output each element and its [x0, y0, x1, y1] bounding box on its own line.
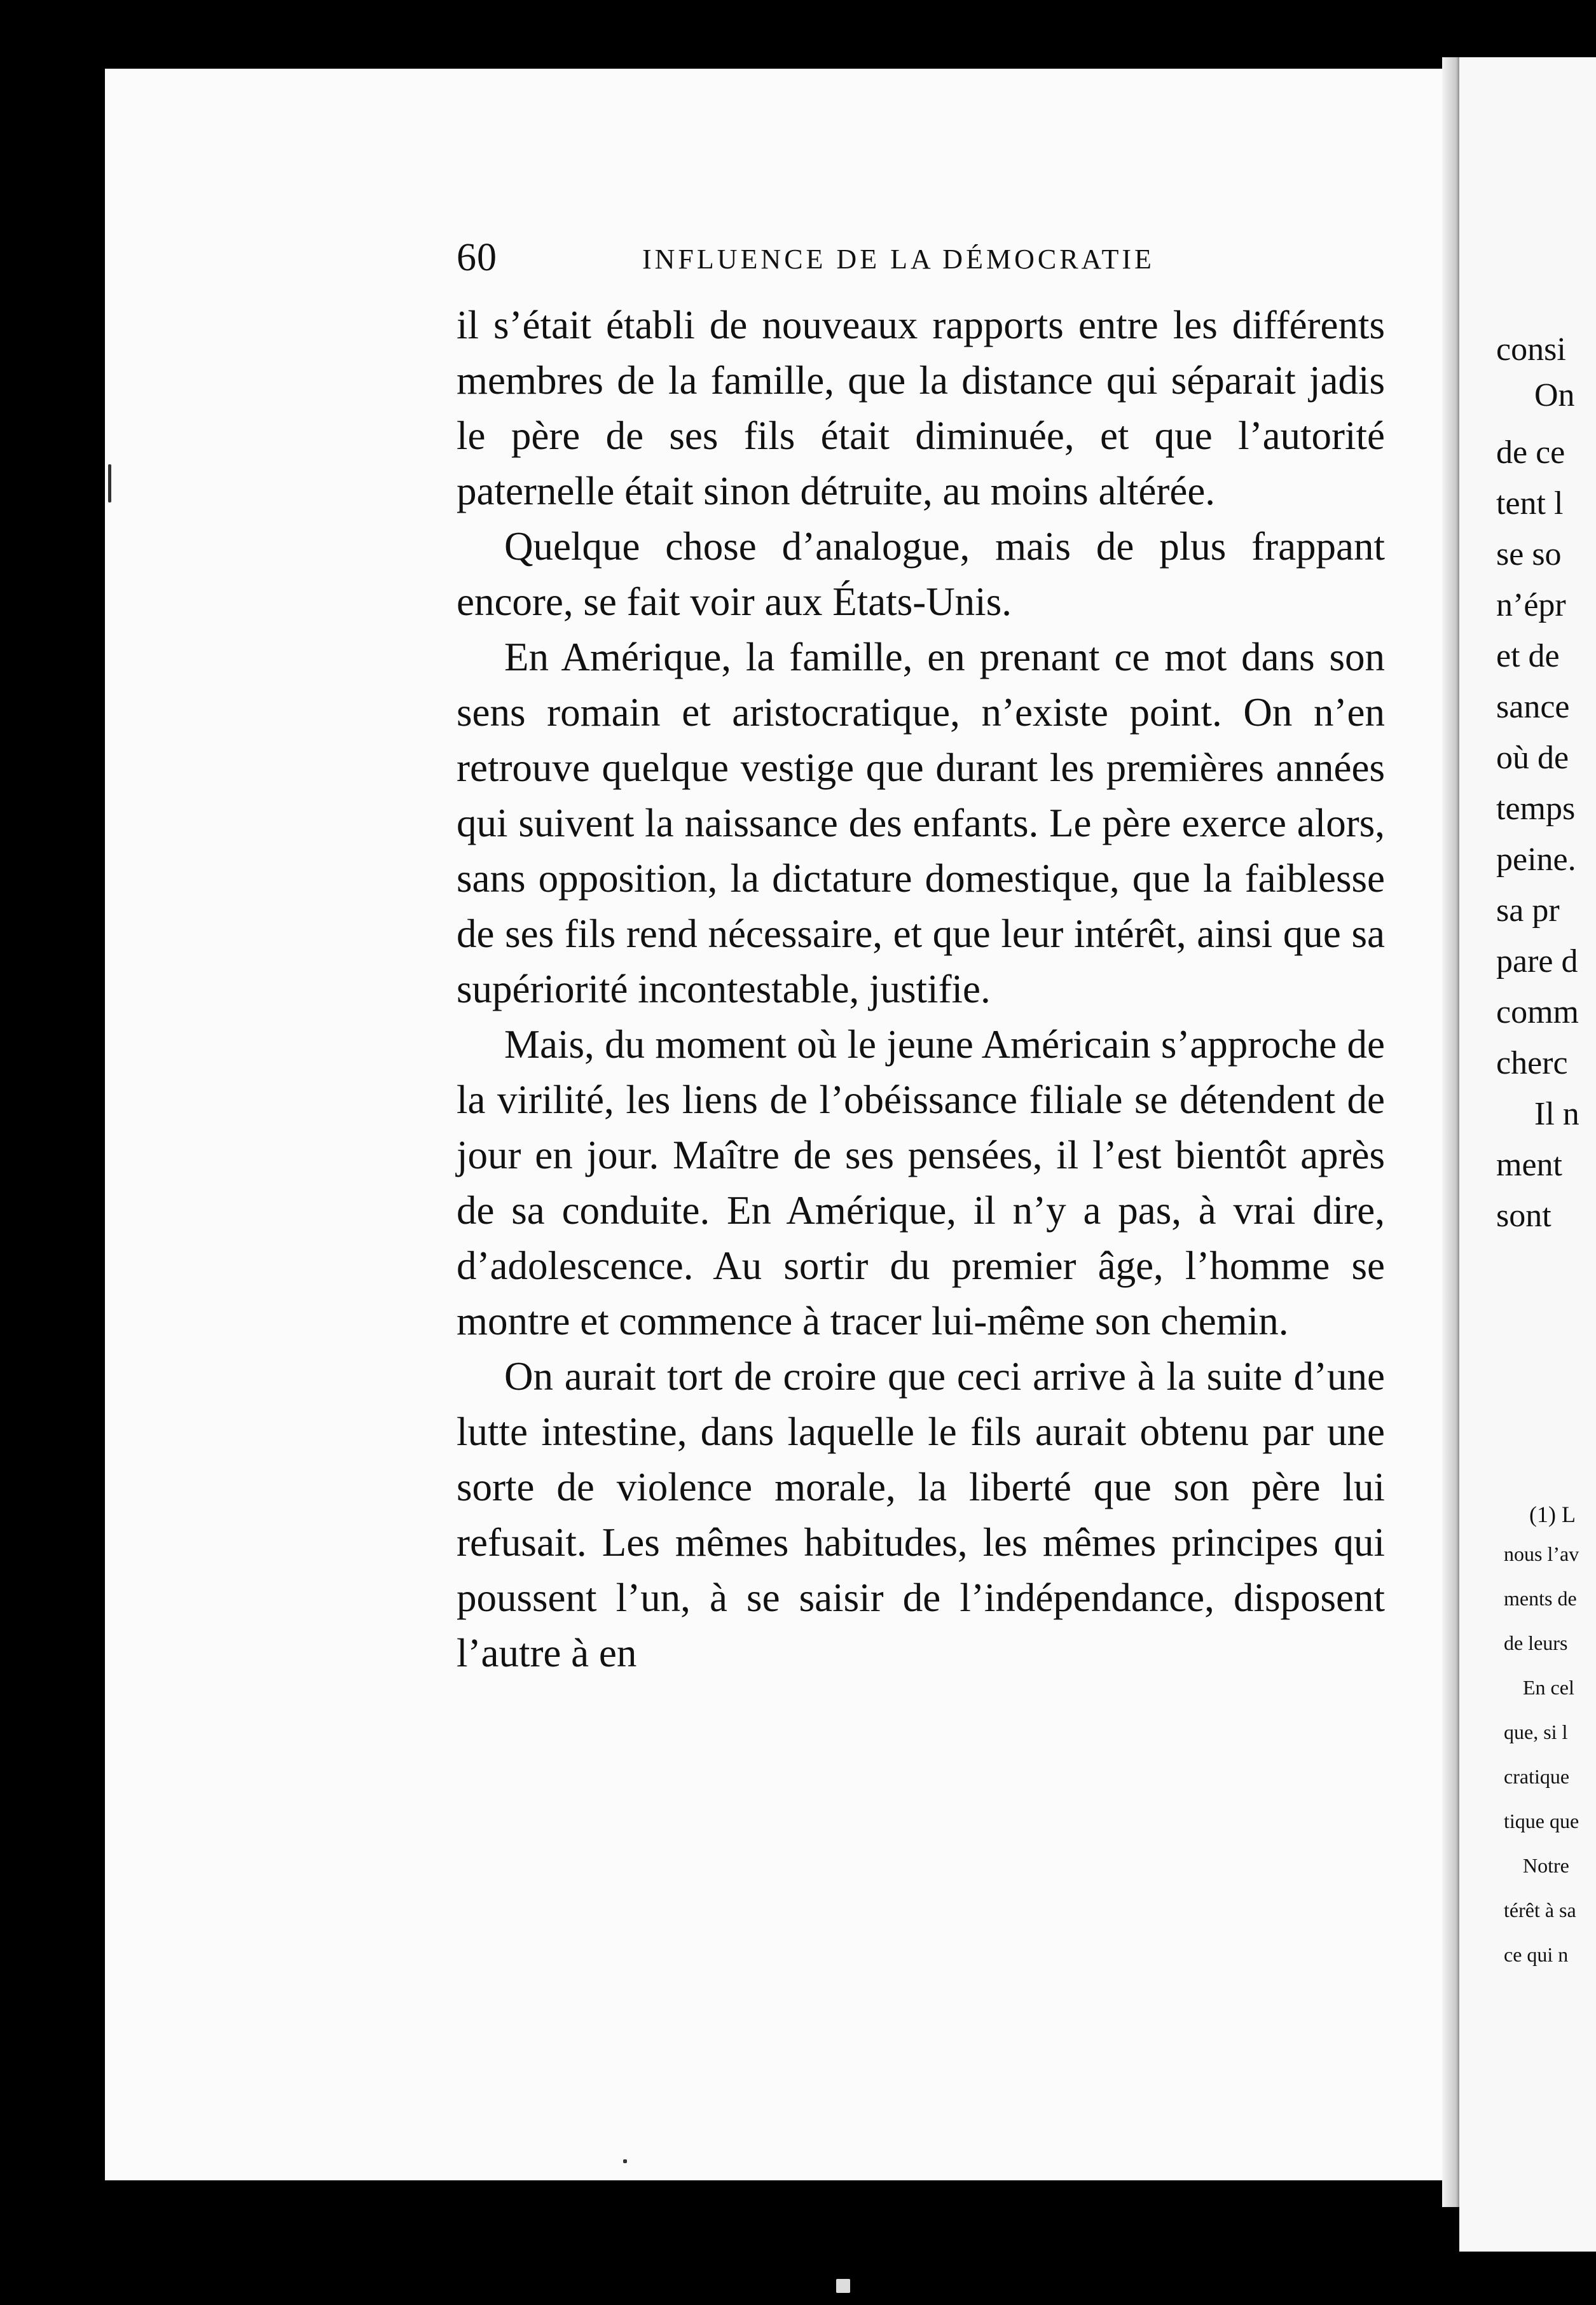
facing-line: sa pr [1496, 892, 1560, 929]
facing-note: tique que [1504, 1810, 1579, 1832]
facing-note: térêt à sa [1504, 1899, 1576, 1921]
facing-note: ments de [1504, 1587, 1577, 1610]
scan-mark [623, 2159, 627, 2163]
facing-line: ment [1496, 1147, 1562, 1183]
facing-line: se so [1496, 536, 1562, 572]
facing-line: cherc [1496, 1045, 1568, 1081]
facing-line: comm [1496, 994, 1579, 1030]
facing-page [1459, 57, 1596, 2252]
facing-note: ce qui n [1504, 1943, 1569, 1966]
facing-line: pare d [1496, 943, 1578, 979]
running-head: INFLUENCE DE LA DÉMOCRATIE [642, 244, 1155, 275]
scan-mark [108, 464, 111, 502]
paragraph-1: il s’était établi de nouveaux rapports entre les différents membres de la famille, que la distance qui séparait jadis le père de ses fils était diminuée, et que l’autorité paternelle était sinon détruite, au moins altérée. [457, 303, 1385, 513]
facing-line: Il n [1534, 1096, 1579, 1132]
facing-line: sont [1496, 1198, 1551, 1234]
facing-note: Notre [1523, 1854, 1569, 1877]
facing-note: de leurs [1504, 1631, 1568, 1654]
page-number: 60 [457, 236, 497, 279]
scan-mark [836, 2279, 850, 2293]
facing-line: consi [1496, 331, 1566, 368]
page-header [457, 235, 1385, 293]
facing-line: On [1534, 377, 1575, 413]
paragraph-2: Quelque chose d’analogue, mais de plus frappant encore, se fait voir aux États-Unis. [457, 524, 1385, 624]
facing-line: sance [1496, 689, 1570, 725]
paragraph-3: En Amérique, la famille, en prenant ce mot dans son sens romain et aristocratique, n’existe point. On n’en retrouve quelque vestige que durant les premières années qui suivent la naissance des enfants. Le père exerce alors, sans opposition, la dictature domestique, que la faiblesse de ses fils rend nécessaire, et que leur intérêt, ainsi que sa supériorité incontestable, justifie. [457, 635, 1385, 1011]
facing-note: (1) L [1529, 1502, 1576, 1527]
facing-note: En cel [1523, 1676, 1574, 1699]
facing-note: cratique [1504, 1765, 1570, 1788]
facing-line: temps [1496, 791, 1576, 827]
facing-note: que, si l [1504, 1720, 1568, 1743]
facing-line: tent l [1496, 485, 1564, 522]
body-text [457, 298, 1385, 1681]
facing-line: et de [1496, 638, 1560, 674]
facing-line: de ce [1496, 434, 1565, 471]
facing-line: n’épr [1496, 587, 1566, 623]
facing-line: où de [1496, 740, 1569, 776]
paragraph-5: On aurait tort de croire que ceci arrive à la suite d’une lutte intestine, dans laquelle le fils aurait obtenu par une sorte de violence morale, la liberté que son père lui refusait. Les mêmes habitudes, les mêmes principes qui poussent l’un, à se saisir de l’indépendance, disposent l’autre à en [457, 1354, 1385, 1675]
paragraph-4: Mais, du moment où le jeune Américain s’approche de la virilité, les liens de l’obéissance filiale se détendent de jour en jour. Maître de ses pensées, il l’est bientôt après de sa conduite. En Amérique, il n’y a pas, à vrai dire, d’adolescence. Au sortir du premier âge, l’homme se montre et commence à tracer lui-même son chemin. [457, 1022, 1385, 1343]
facing-note: nous l’av [1504, 1542, 1579, 1565]
facing-line: peine. [1496, 841, 1576, 878]
